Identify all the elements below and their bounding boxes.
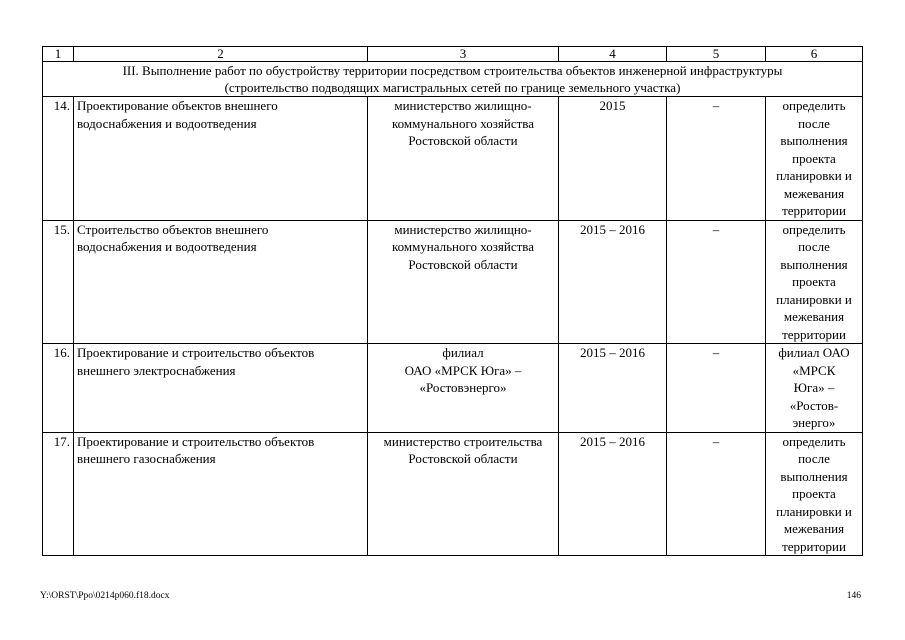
column-6-value — [766, 432, 863, 556]
column-6-line: проекта — [792, 150, 836, 166]
column-6-line: определить — [782, 433, 846, 449]
column-6-line: межевания — [783, 309, 845, 324]
column-6-line: межевания — [783, 521, 845, 536]
organization-line: Ростовской области — [408, 256, 518, 272]
column-6-line: выполнения — [780, 133, 848, 148]
column-number-row — [43, 47, 863, 62]
column-6-line: после — [798, 115, 830, 131]
column-6-value — [766, 97, 863, 221]
implementation-period: 2015 — [559, 97, 667, 221]
responsible-organization — [368, 97, 559, 221]
measure-name-line: Проектирование объектов внешнего — [77, 98, 278, 113]
measure-name-line: водоснабжения и водоотведения — [77, 239, 257, 254]
organization-line: Ростовской области — [408, 451, 518, 466]
table-row — [43, 432, 863, 556]
organization-line: «Ростовэнерго» — [419, 380, 507, 395]
column-6-value — [766, 344, 863, 433]
column-5-value: – — [667, 220, 766, 344]
section-subtitle-line: (строительство подводящих магистральных сетей по границе земельного участка) — [224, 80, 681, 95]
measure-name — [74, 97, 368, 221]
column-6-line: Юга» – — [793, 380, 835, 395]
column-5-value: – — [667, 344, 766, 433]
implementation-period: 2015 – 2016 — [559, 220, 667, 344]
column-5-value: – — [667, 432, 766, 556]
measure-name-line: Проектирование и строительство объектов — [77, 433, 315, 449]
column-number: 4 — [559, 47, 667, 62]
column-6-line: «МРСК — [792, 362, 836, 378]
column-6-value — [766, 220, 863, 344]
organization-line: министерство жилищно- — [394, 98, 532, 113]
measure-name-line: внешнего газоснабжения — [77, 451, 216, 466]
organization-line: ОАО «МРСК Юга» – — [404, 362, 522, 378]
measure-name-line: внешнего электроснабжения — [77, 362, 236, 378]
table-row — [43, 97, 863, 221]
column-6-line: межевания — [783, 185, 845, 201]
implementation-period: 2015 – 2016 — [559, 344, 667, 433]
column-6-line: энерго» — [792, 415, 836, 430]
section-title — [43, 62, 863, 97]
table-row — [43, 344, 863, 433]
column-number: 1 — [43, 47, 74, 62]
footer-page-number: 146 — [846, 591, 861, 601]
column-6-line: проекта — [792, 486, 836, 501]
column-6-line: территории — [782, 326, 846, 342]
row-number: 16. — [43, 344, 74, 433]
organization-line: министерство жилищно- — [394, 221, 532, 237]
column-6-line: планировки и — [776, 291, 852, 307]
column-6-line: планировки и — [776, 503, 852, 519]
column-number: 2 — [74, 47, 368, 62]
column-6-line: «Ростов- — [789, 397, 839, 413]
measure-name — [74, 220, 368, 344]
column-6-line: филиал ОАО — [778, 345, 850, 360]
organization-line: министерство строительства — [383, 433, 543, 449]
column-6-line: проекта — [792, 274, 836, 289]
column-6-line: определить — [782, 221, 846, 237]
responsible-organization — [368, 432, 559, 556]
column-6-line: территории — [782, 538, 846, 554]
column-6-line: определить — [782, 98, 846, 113]
column-6-line: территории — [782, 203, 846, 218]
row-number: 15. — [43, 220, 74, 344]
column-6-line: выполнения — [780, 468, 848, 484]
section-title-line: III. Выполнение работ по обустройству территории посредством строительства объектов инженерной инфраструктуры — [122, 63, 783, 78]
responsible-organization — [368, 344, 559, 433]
column-number: 5 — [667, 47, 766, 62]
organization-line: филиал — [442, 345, 484, 360]
responsible-organization — [368, 220, 559, 344]
measure-name-line: водоснабжения и водоотведения — [77, 115, 257, 131]
column-6-line: планировки и — [776, 168, 852, 183]
column-6-line: выполнения — [780, 256, 848, 272]
organization-line: Ростовской области — [408, 133, 518, 148]
column-5-value: – — [667, 97, 766, 221]
measure-name — [74, 344, 368, 433]
measure-name-line: Строительство объектов внешнего — [77, 221, 269, 237]
footer-file-path: Y:\ORST\Ppo\0214p060.f18.docx — [40, 591, 170, 601]
section-row — [43, 62, 863, 97]
measure-name-line: Проектирование и строительство объектов — [77, 345, 315, 360]
measure-name — [74, 432, 368, 556]
table-row — [43, 220, 863, 344]
row-number: 14. — [43, 97, 74, 221]
column-number: 6 — [766, 47, 863, 62]
column-6-line: после — [798, 451, 830, 466]
row-number: 17. — [43, 432, 74, 556]
organization-line: коммунального хозяйства — [391, 239, 535, 254]
measures-table — [42, 46, 863, 556]
implementation-period: 2015 – 2016 — [559, 432, 667, 556]
organization-line: коммунального хозяйства — [391, 115, 535, 131]
column-6-line: после — [798, 239, 830, 254]
column-number: 3 — [368, 47, 559, 62]
